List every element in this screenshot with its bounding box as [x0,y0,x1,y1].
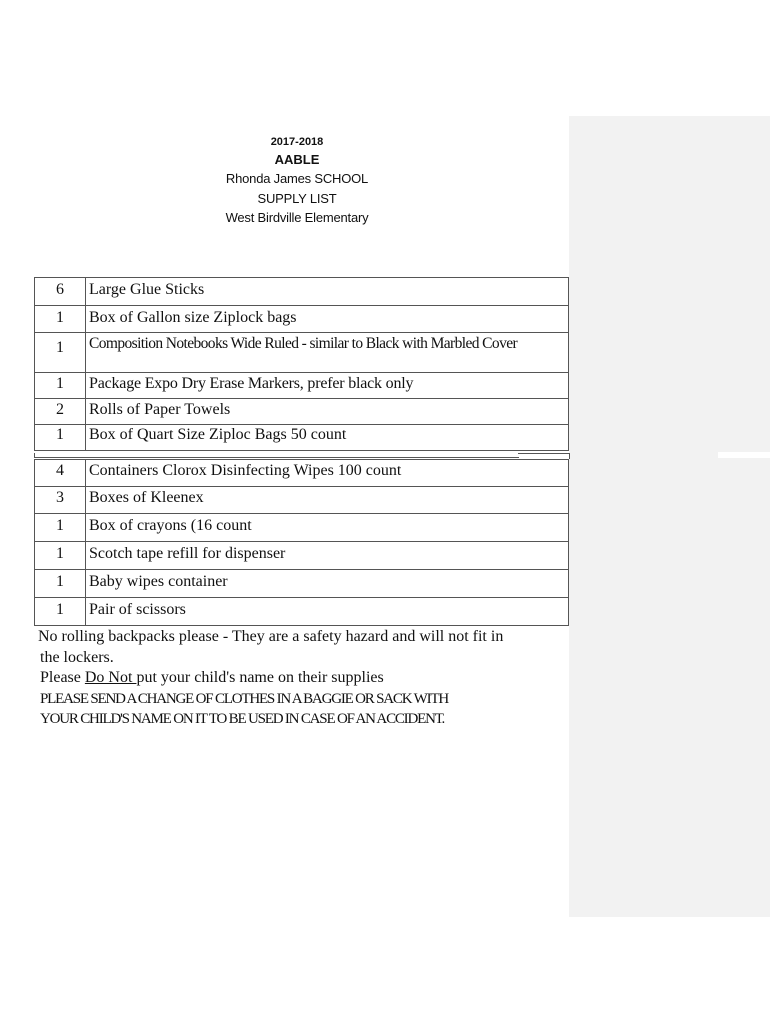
item-cell: Box of crayons (16 count [86,514,569,542]
quantity-cell: 1 [35,425,86,451]
backpack-note: No rolling backpacks please - They are a safety hazard and will not fit in [38,628,504,645]
quantity-cell: 6 [35,278,86,306]
quantity-cell: 2 [35,399,86,425]
table-row [35,373,569,399]
supply-table-part1 [34,277,569,451]
quantity-cell: 1 [35,333,86,373]
name-note [38,668,558,689]
table-row [35,598,569,626]
quantity-cell: 3 [35,487,86,514]
backpack-note-continued: the lockers. [40,648,114,666]
item-cell: Box of Quart Size Ziploc Bags 50 count [86,425,569,451]
table-row [35,278,569,306]
table-row [35,542,569,570]
table-row [35,425,569,451]
table-gap-border [34,453,519,458]
item-cell: Containers Clorox Disinfecting Wipes 100 count [86,460,569,487]
item-cell: Boxes of Kleenex [86,487,569,514]
quantity-cell: 1 [35,542,86,570]
name-note-emphasis: Do Not [84,669,137,686]
table-row [35,460,569,487]
quantity-cell: 1 [35,598,86,626]
quantity-cell: 4 [35,460,86,487]
supply-table-part2 [34,459,569,626]
quantity-cell: 1 [35,570,86,598]
quantity-cell: 1 [35,306,86,333]
name-note-prefix: Please [40,669,85,686]
notes-section [38,627,558,730]
table-row [35,570,569,598]
item-cell: Pair of scissors [86,598,569,626]
item-cell: Package Expo Dry Erase Markers, prefer black only [86,373,569,399]
table-row [35,487,569,514]
clothes-note-continued: YOUR CHILD'S NAME ON IT TO BE USED IN CASE OF AN ACCIDENT. [40,711,445,727]
comment-sidebar [569,116,770,917]
table-row [35,333,569,373]
item-cell: Scotch tape refill for dispenser [86,542,569,570]
document-header [196,134,398,228]
table-row [35,399,569,425]
school-name: West Birdville Elementary [225,210,369,225]
list-title: SUPPLY LIST [257,190,337,206]
sidebar-divider [718,452,770,458]
table-row [35,306,569,333]
quantity-cell: 1 [35,373,86,399]
table-row [35,514,569,542]
item-cell: Composition Notebooks Wide Ruled - similar to Black with Marbled Cover [86,333,569,373]
clothes-note: PLEASE SEND A CHANGE OF CLOTHES IN A BAGGIE OR SACK WITH [40,690,448,707]
school-year: 2017-2018 [270,136,324,148]
organization-name: AABLE [274,152,320,167]
item-cell: Baby wipes container [86,570,569,598]
quantity-cell: 1 [35,514,86,542]
teacher-name: Rhonda James SCHOOL [225,171,369,186]
item-cell: Rolls of Paper Towels [86,399,569,425]
name-note-suffix: put your child's name on their supplies [136,669,384,686]
item-cell: Large Glue Sticks [86,278,569,306]
item-cell: Box of Gallon size Ziplock bags [86,306,569,333]
